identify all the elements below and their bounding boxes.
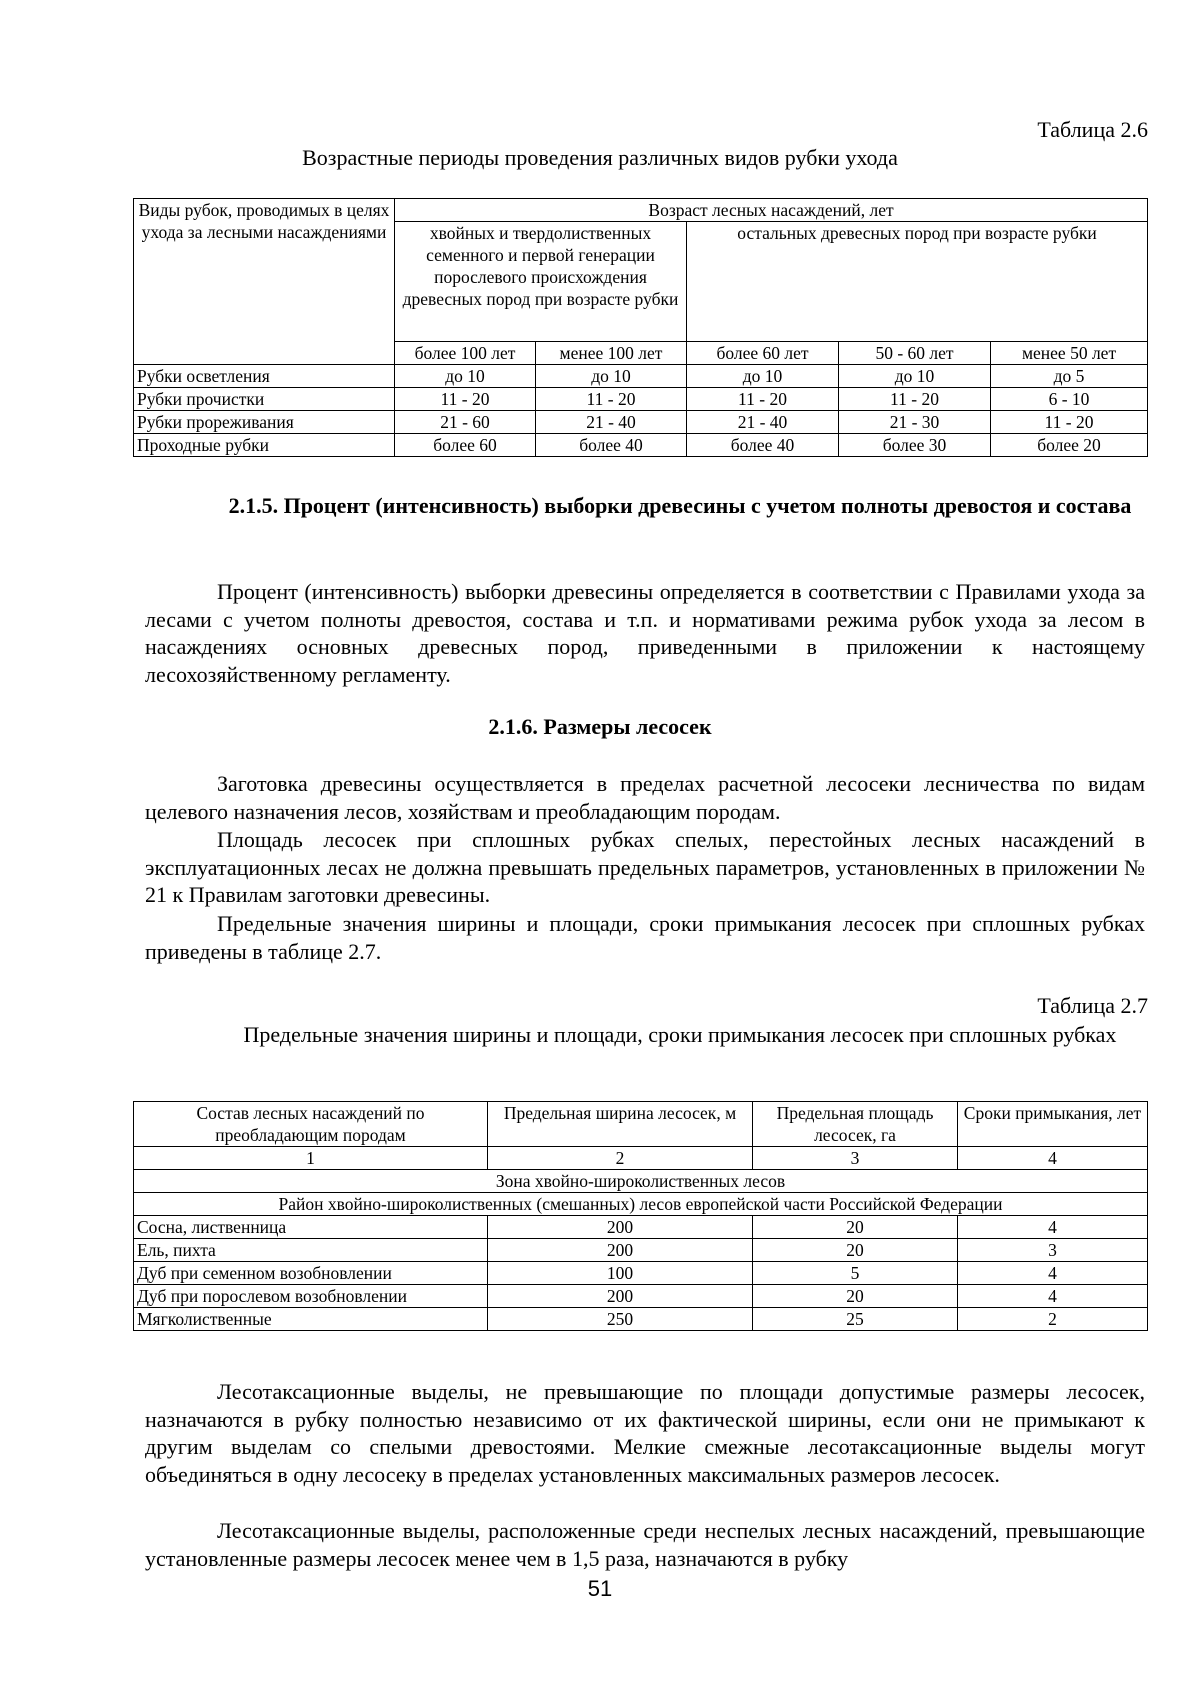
table-cell: 200 <box>488 1239 753 1262</box>
table-cell: 11 - 20 <box>536 388 687 411</box>
region-row: Район хвойно-широколиственных (смешанных) лесов европейской части Российской Федерации <box>134 1193 1148 1216</box>
table-cell: более 30 <box>839 434 991 457</box>
header-max-area: Предельная площадь лесосек, га <box>753 1102 958 1147</box>
table-2-6-title: Возрастные периоды проведения различных видов рубки ухода <box>302 145 898 170</box>
section-2-1-6-paragraph-3: Предельные значения ширины и площади, сроки примыкания лесосек при сплошных рубках приведены в таблице 2.7. <box>145 911 1145 964</box>
table-cell: более 60 <box>395 434 536 457</box>
column-number: 4 <box>958 1147 1148 1170</box>
table-cell: более 40 <box>536 434 687 457</box>
table-row <box>134 1308 1148 1331</box>
table-cell: 25 <box>753 1308 958 1331</box>
table-cell: 20 <box>753 1216 958 1239</box>
header-adjacency-terms: Сроки примыкания, лет <box>958 1102 1148 1147</box>
row-label: Рубки прочистки <box>134 388 395 411</box>
row-label: Дуб при семенном возобновлении <box>134 1262 488 1285</box>
table-cell: 2 <box>958 1308 1148 1331</box>
section-2-1-6-paragraph-2: Площадь лесосек при сплошных рубках спелых, перестойных лесных насаждений в эксплуатационных лесах не должна превышать предельных параметров, установленных в приложении № 21 к Правилам заготовки древесины. <box>145 827 1145 907</box>
column-number: 3 <box>753 1147 958 1170</box>
table-row <box>134 1262 1148 1285</box>
header-max-width: Предельная ширина лесосек, м <box>488 1102 753 1147</box>
table-cell: до 10 <box>395 365 536 388</box>
table-cell: до 10 <box>536 365 687 388</box>
table-row <box>134 411 1148 434</box>
header-group-coniferous: хвойных и твердолиственных семенного и первой генерации порослевого происхождения древесных пород при возрасте рубки <box>395 222 687 342</box>
table-cell: 11 - 20 <box>687 388 839 411</box>
table-2-6-caption: Таблица 2.6 <box>1037 117 1148 142</box>
closing-paragraph-1: Лесотаксационные выделы, не превышающие по площади допустимые размеры лесосек, назначаются в рубку полностью независимо от их фактической ширины, если они не примыкают к другим выделам со спелыми древостоями. Мелкие смежные лесотаксационные выделы могут объединяться в одну лесосеку в пределах установленных максимальных размеров лесосек. <box>145 1379 1145 1487</box>
table-cell: 21 - 60 <box>395 411 536 434</box>
table-cell: 4 <box>958 1285 1148 1308</box>
table-cell: 11 - 20 <box>839 388 991 411</box>
subheader-cell: менее 50 лет <box>991 342 1148 365</box>
table-row <box>134 434 1148 457</box>
table-cell: 20 <box>753 1239 958 1262</box>
table-cell: 11 - 20 <box>395 388 536 411</box>
row-label: Рубки прореживания <box>134 411 395 434</box>
table-cell: более 40 <box>687 434 839 457</box>
subheader-cell: менее 100 лет <box>536 342 687 365</box>
table-row <box>134 365 1148 388</box>
table-cell: 11 - 20 <box>991 411 1148 434</box>
table-row <box>134 1285 1148 1308</box>
table-cell: 21 - 40 <box>536 411 687 434</box>
table-cell: до 5 <box>991 365 1148 388</box>
table-cell: 5 <box>753 1262 958 1285</box>
table-2-7-caption: Таблица 2.7 <box>1037 993 1148 1018</box>
row-label: Мягколиственные <box>134 1308 488 1331</box>
header-group-other: остальных древесных пород при возрасте рубки <box>687 222 1148 342</box>
row-label: Дуб при порослевом возобновлении <box>134 1285 488 1308</box>
page-number: 51 <box>587 1576 613 1601</box>
table-cell: 21 - 40 <box>687 411 839 434</box>
table-cell: 200 <box>488 1216 753 1239</box>
table-cell: более 20 <box>991 434 1148 457</box>
table-cell: 4 <box>958 1216 1148 1239</box>
table-row <box>134 1239 1148 1262</box>
table-row <box>134 1216 1148 1239</box>
table-cell: 100 <box>488 1262 753 1285</box>
table-cell: до 10 <box>839 365 991 388</box>
table-cell: 200 <box>488 1285 753 1308</box>
table-cell: 6 - 10 <box>991 388 1148 411</box>
row-label: Сосна, лиственница <box>134 1216 488 1239</box>
row-label: Рубки осветления <box>134 365 395 388</box>
table-cell: 4 <box>958 1262 1148 1285</box>
closing-paragraph-2: Лесотаксационные выделы, расположенные среди неспелых лесных насаждений, превышающие установленные размеры лесосек менее чем в 1,5 раза, назначаются в рубку <box>145 1518 1145 1571</box>
row-label: Ель, пихта <box>134 1239 488 1262</box>
row-label: Проходные рубки <box>134 434 395 457</box>
table-cell: до 10 <box>687 365 839 388</box>
header-forest-age: Возраст лесных насаждений, лет <box>395 199 1148 222</box>
header-composition: Состав лесных насаждений по преобладающим породам <box>134 1102 488 1147</box>
zone-row: Зона хвойно-широколиственных лесов <box>134 1170 1148 1193</box>
column-number: 2 <box>488 1147 753 1170</box>
section-2-1-6-heading: 2.1.6. Размеры лесосек <box>488 714 712 739</box>
table-2-7 <box>133 1101 1148 1331</box>
section-2-1-5-paragraph: Процент (интенсивность) выборки древесины определяется в соответствии с Правилами ухода за лесами с учетом полноты древостоя, состава и т.п. и нормативами режима рубок ухода за лесом в насаждениях основных древесных пород, приведенными в приложении к настоящему лесохозяйственному регламенту. <box>145 579 1145 687</box>
subheader-cell: более 100 лет <box>395 342 536 365</box>
table-cell: 250 <box>488 1308 753 1331</box>
column-number: 1 <box>134 1147 488 1170</box>
table-cell: 20 <box>753 1285 958 1308</box>
section-2-1-6-paragraph-1: Заготовка древесины осуществляется в пределах расчетной лесосеки лесничества по видам целевого назначения лесов, хозяйствам и преобладающим породам. <box>145 771 1145 824</box>
section-2-1-5-heading: 2.1.5. Процент (интенсивность) выборки древесины с учетом полноты древостоя и состава <box>228 493 1132 518</box>
table-row <box>134 388 1148 411</box>
subheader-cell: более 60 лет <box>687 342 839 365</box>
table-cell: 21 - 30 <box>839 411 991 434</box>
table-cell: 3 <box>958 1239 1148 1262</box>
header-cutting-types: Виды рубок, проводимых в целях ухода за лесными насаждениями <box>134 199 395 365</box>
table-2-7-title: Предельные значения ширины и площади, сроки примыкания лесосек при сплошных рубках <box>243 1022 1117 1047</box>
table-2-6 <box>133 198 1148 457</box>
subheader-cell: 50 - 60 лет <box>839 342 991 365</box>
